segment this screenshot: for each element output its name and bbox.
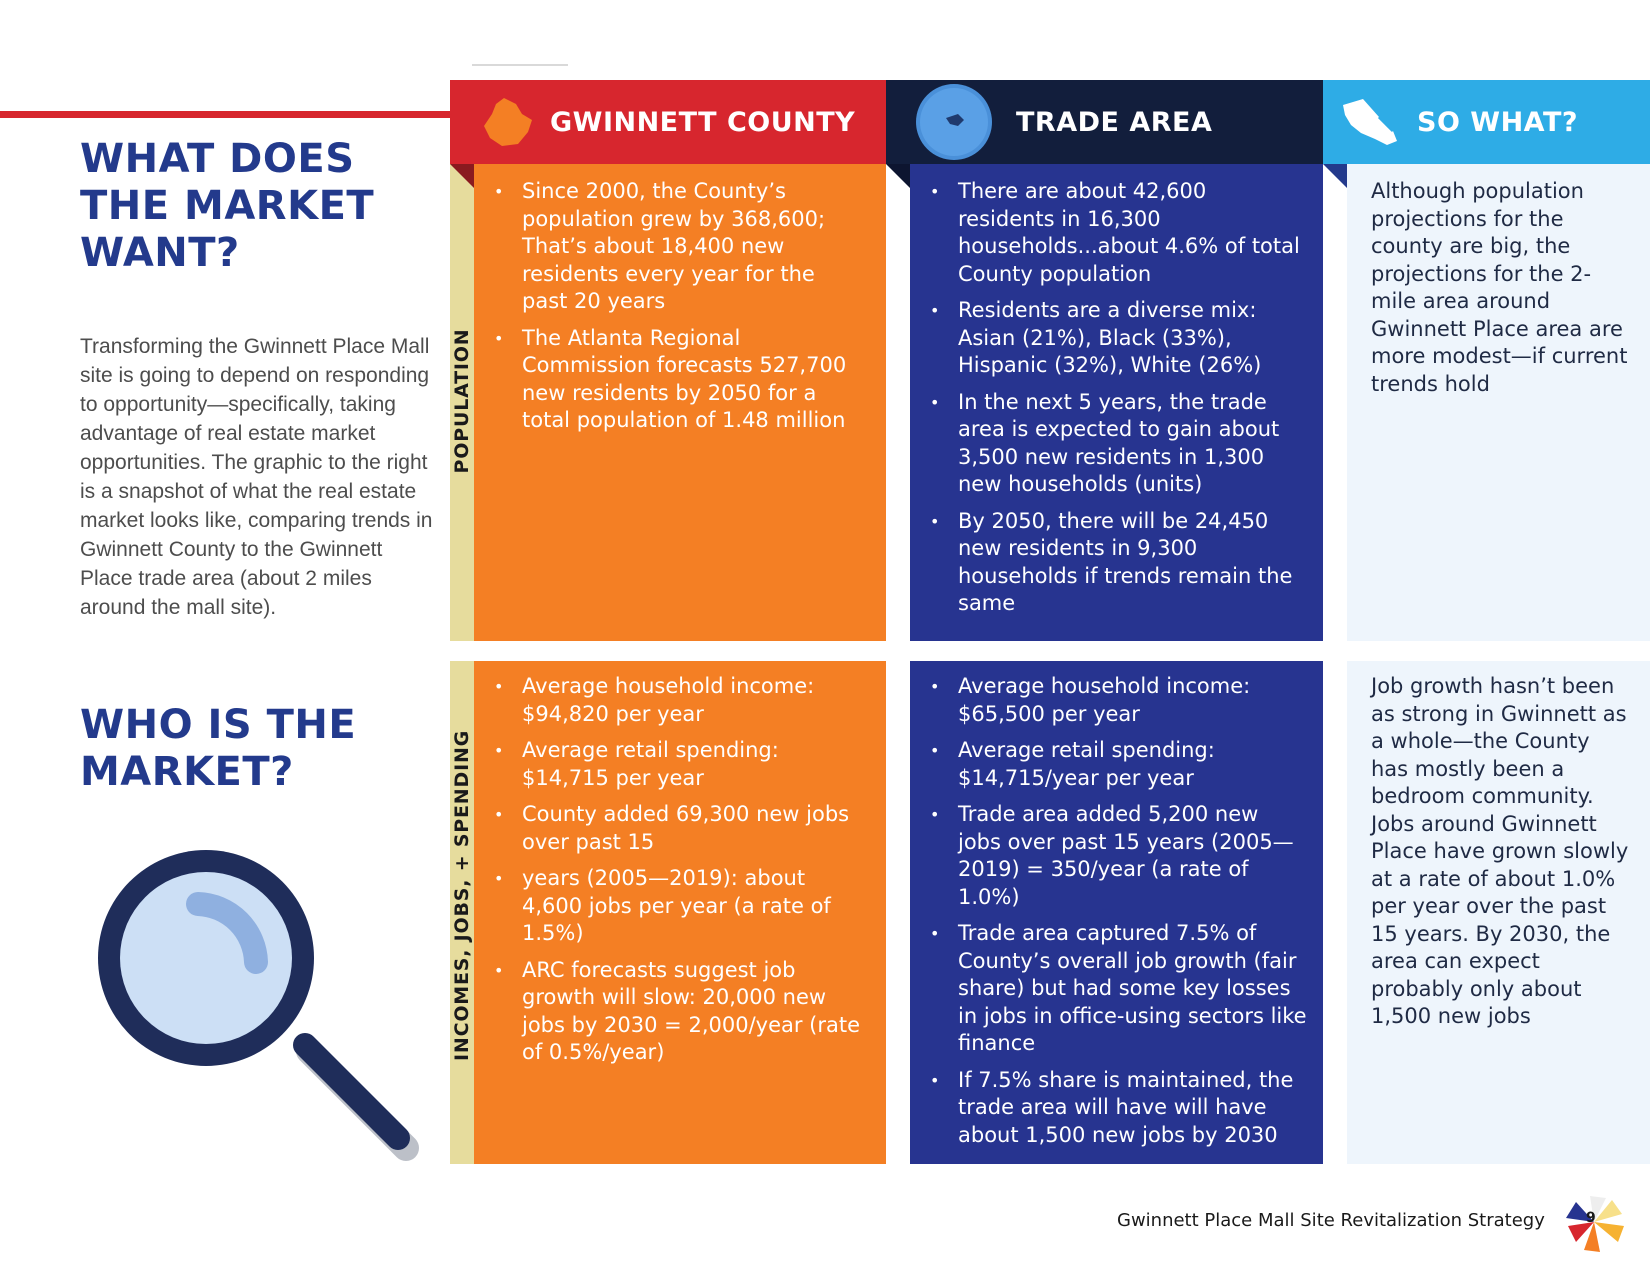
population-county-panel	[474, 164, 886, 641]
incomes-sowhat-text: Job growth hasn’t been as strong in Gwinnett as a whole—the County has mostly been a bedroom community. Jobs around Gwinnett Place have grown slowly at a rate of about 1.0% per year over the past 15 years. By 2030, the area can expect probably only about 1,500 new jobs	[1371, 674, 1629, 1028]
intro-paragraph: Transforming the Gwinnett Place Mall site is going to depend on responding to opportunity—specifically, taking advantage of real estate market opportunities. The graphic to the right is a snapshot of what the real estate market looks like, comparing trends in Gwinnett County to the Gwinnett Place trade area (about 2 miles around the mall site).	[80, 335, 433, 619]
incomes-county-list	[482, 673, 868, 1067]
list-item: • By 2050, there will be 24,450 new residents in 9,300 households if trends remain the same	[930, 508, 1293, 615]
list-item: • years (2005—2019): about 4,600 jobs per year (a rate of 1.5%)	[494, 866, 831, 945]
row-label-incomes: INCOMES, JOBS, + SPENDING	[451, 729, 473, 1061]
list-item: • Trade area added 5,200 new jobs over past 15 years (2005—2019) = 350/year (a rate of 1.0%)	[930, 802, 1294, 909]
header-label-sowhat: SO WHAT?	[1417, 106, 1579, 138]
county-map-icon	[482, 96, 534, 148]
list-item: • Since 2000, the County’s population grew by 368,600; That’s about 18,400 new residents every year for the past 20 years	[494, 179, 826, 313]
red-divider-line	[0, 111, 450, 118]
header-gwinnett-county	[450, 80, 886, 164]
list-item: • In the next 5 years, the trade area is expected to gain about 3,500 new residents in 1,300 new households (units)	[930, 389, 1280, 496]
trade-area-map-icon	[914, 82, 994, 162]
list-item: • There are about 42,600 residents in 16,300 households...about 4.6% of total County population	[930, 179, 1300, 286]
corner-fold	[886, 164, 910, 188]
list-item: • Average household income: $94,820 per year	[494, 674, 815, 726]
list-item: • Average retail spending: $14,715/year per year	[930, 738, 1215, 790]
row-label-population: POPULATION	[451, 328, 473, 474]
heading-what-does-market-want: WHAT DOES THE MARKET WANT?	[80, 136, 375, 276]
flower-logo-icon	[1560, 1192, 1632, 1258]
population-county-list	[482, 178, 866, 435]
list-item: • Average retail spending: $14,715 per year	[494, 738, 779, 790]
header-trade-area	[886, 80, 1323, 164]
list-item: • County added 69,300 new jobs over past 15	[494, 802, 850, 854]
population-trade-panel	[910, 164, 1323, 641]
list-item: • Average household income: $65,500 per year	[930, 674, 1251, 726]
corner-fold	[1323, 164, 1347, 188]
incomes-county-panel	[474, 661, 886, 1164]
list-item: • The Atlanta Regional Commission forecasts 527,700 new residents by 2050 for a total population of 1.48 million	[494, 325, 847, 432]
incomes-trade-list	[918, 673, 1307, 1149]
gray-divider-line	[472, 64, 568, 66]
heading-who-is-market: WHO IS THE MARKET?	[80, 702, 357, 795]
population-trade-list	[918, 178, 1305, 618]
header-so-what	[1323, 80, 1650, 164]
incomes-trade-panel	[910, 661, 1323, 1164]
population-sowhat-panel	[1347, 164, 1650, 641]
magnifying-glass-icon	[80, 840, 420, 1180]
list-item: • ARC forecasts suggest job growth will slow: 20,000 new jobs by 2030 = 2,000/year (rate of 0.5%/year)	[494, 957, 861, 1064]
list-item: • If 7.5% share is maintained, the trade area will have will have about 1,500 new jobs by 2030	[930, 1067, 1294, 1147]
header-label-trade: TRADE AREA	[1016, 106, 1213, 138]
pointing-hand-icon	[1339, 95, 1401, 149]
incomes-sowhat-panel	[1347, 661, 1650, 1164]
footer-title: Gwinnett Place Mall Site Revitalization Strategy	[1117, 1210, 1545, 1231]
page-number: 9	[1586, 1210, 1596, 1226]
corner-fold	[450, 164, 474, 188]
population-sowhat-text: Although population projections for the county are big, the projections for the 2-mile area around Gwinnett Place area are more modest—if current trends hold	[1371, 179, 1628, 396]
list-item: • Residents are a diverse mix: Asian (21%), Black (33%), Hispanic (32%), White (26%)	[930, 298, 1262, 377]
header-label-county: GWINNETT COUNTY	[550, 106, 856, 138]
list-item: • Trade area captured 7.5% of County’s overall job growth (fair share) but had some key losses in jobs in office-using sectors like finance	[930, 921, 1307, 1055]
